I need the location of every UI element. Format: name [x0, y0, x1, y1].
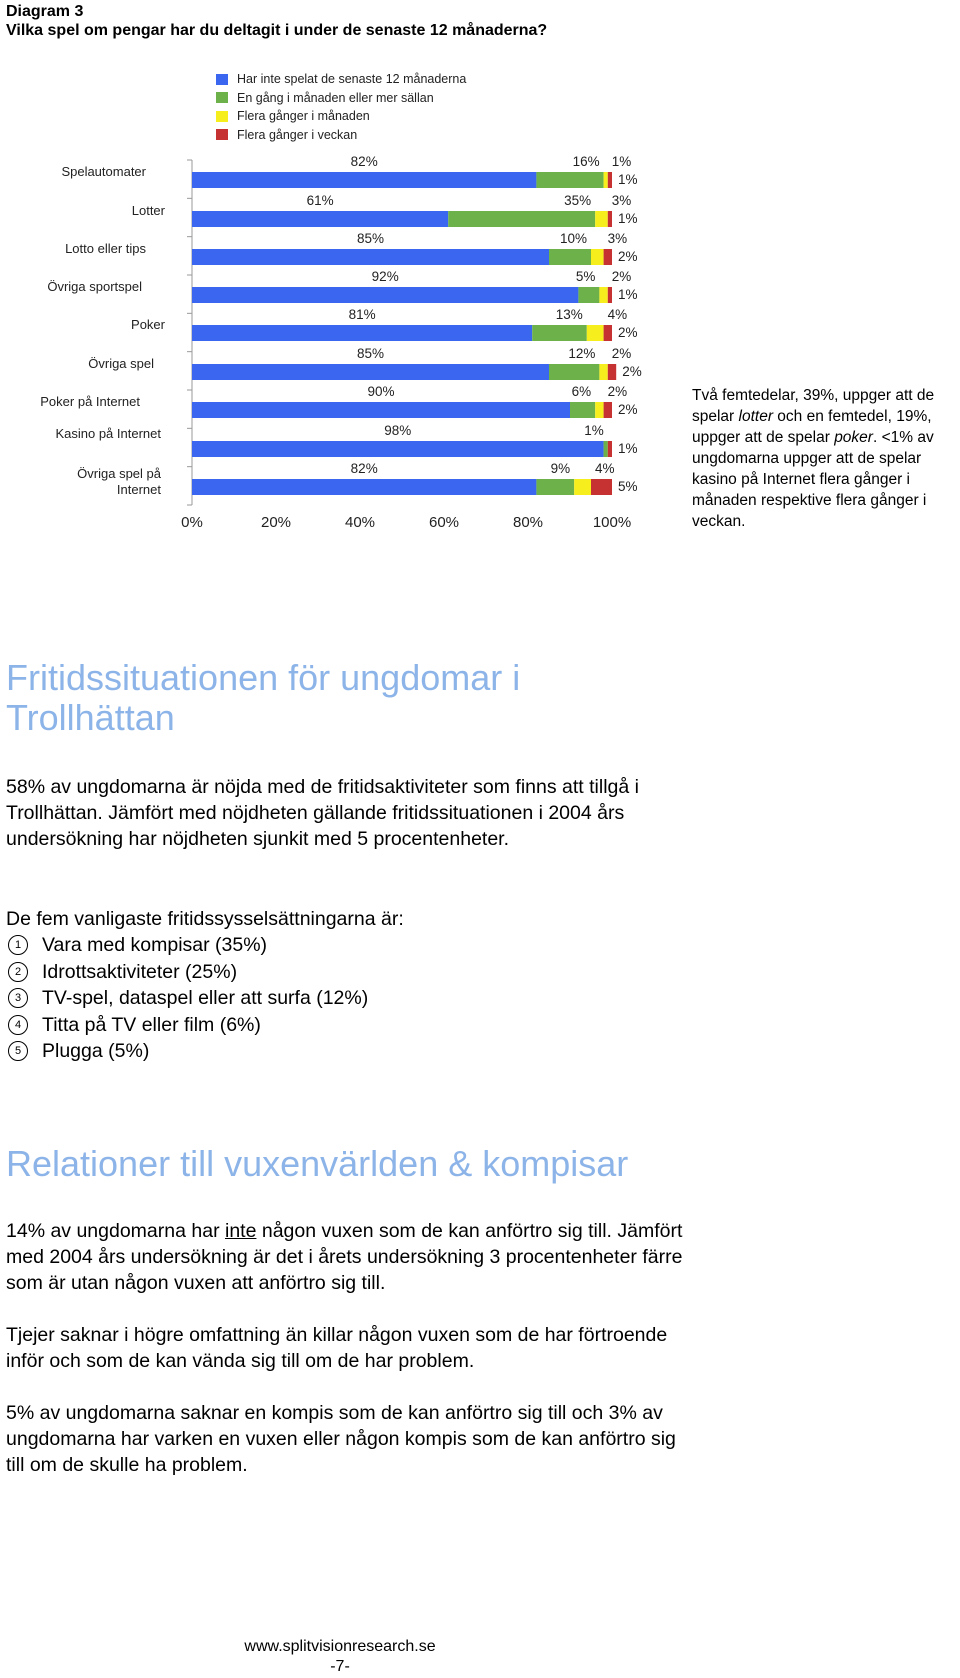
activity-list	[6, 932, 368, 1065]
section-title-line: Fritidssituationen för ungdomar i	[6, 657, 521, 698]
data-label: 85%	[356, 231, 385, 246]
bar-segment	[595, 211, 608, 227]
stacked-bar-chart	[0, 0, 700, 540]
legend-label: Flera gånger i månaden	[237, 109, 370, 123]
category-label: Spelautomater	[61, 164, 146, 179]
diagram-question: Vilka spel om pengar har du deltagit i under de senaste 12 månaderna?	[6, 22, 548, 39]
category-label: Kasino på Internet	[55, 426, 161, 441]
data-label: 1%	[584, 423, 604, 438]
list-item-text: Idrottsaktiviteter (25%)	[42, 960, 238, 983]
bar-segment	[448, 211, 595, 227]
paragraph: Tjejer saknar i högre omfattning än killar någon vuxen som de har förtroende inför och som de kan vända sig till om de har problem.	[6, 1324, 668, 1372]
bar-segment	[595, 402, 603, 418]
data-label: 85%	[356, 346, 385, 361]
data-label: 2%	[618, 402, 638, 417]
paragraph-underline: inte	[224, 1220, 257, 1242]
side-note-part: och en femtedel, 19%, uppger att de spelar	[692, 408, 932, 446]
legend-label: Har inte spelat de senaste 12 månaderna	[237, 72, 467, 86]
section-title-fritid	[6, 658, 520, 738]
footer-url: www.splitvisionresearch.se	[244, 1638, 436, 1655]
legend-label: Flera gånger i veckan	[237, 127, 358, 142]
list-intro: De fem vanligaste fritidssysselsättningarna är:	[6, 908, 404, 930]
data-label: 12%	[568, 346, 596, 361]
category-label: Poker på Internet	[40, 394, 140, 409]
x-tick-label: 20%	[260, 514, 292, 531]
section-title-line: Trollhättan	[6, 697, 175, 738]
data-label: 1%	[618, 287, 638, 302]
bar-segment	[578, 287, 599, 303]
bar-segment	[608, 172, 612, 188]
number-circle: 1	[8, 935, 28, 955]
list-item	[6, 1038, 368, 1065]
list-item	[6, 1012, 368, 1039]
bar-segment	[532, 325, 587, 341]
data-label: 2%	[622, 364, 642, 379]
x-tick-label: 0%	[181, 514, 203, 531]
data-label: 4%	[595, 461, 615, 476]
legend-label: En gång i månaden eller mer sällan	[237, 90, 434, 105]
bar-segment	[591, 479, 612, 495]
data-label: 81%	[348, 307, 376, 322]
category-label: Poker	[131, 317, 165, 332]
chart-side-note	[692, 385, 954, 532]
category-label: Övriga sportspel	[47, 279, 142, 294]
number-circle: 2	[8, 962, 28, 982]
data-label: 1%	[618, 441, 638, 456]
list-item	[6, 985, 368, 1012]
category-label: Övriga spel	[88, 356, 154, 371]
bar-segment	[604, 249, 612, 265]
bar-segment	[536, 172, 603, 188]
category-label: Lotter	[131, 203, 165, 218]
data-label: 98%	[384, 423, 412, 438]
bar-segment	[587, 325, 604, 341]
data-label: 6%	[571, 384, 592, 399]
data-label: 1%	[618, 172, 638, 187]
bar-segment	[192, 325, 532, 341]
paragraph: 58% av ungdomarna är nöjda med de fritidsaktiviteter som finns att tillgå i Trollhättan. Jämfört med nöjdheten gällande fritidssituationen i 2004 års undersökning har nöjdheten sjunkit med 5 procentenheter.	[6, 776, 639, 850]
bar-segment	[599, 364, 607, 380]
bar-segment	[604, 172, 608, 188]
data-label: 3%	[611, 193, 632, 208]
x-tick-label: 40%	[344, 514, 376, 531]
data-label: 82%	[350, 154, 378, 169]
data-label: 61%	[306, 193, 334, 208]
list-item-text: Titta på TV eller film (6%)	[42, 1013, 261, 1036]
bar-segment	[608, 441, 612, 457]
paragraph-part: 14% av ungdomarna har	[6, 1220, 225, 1242]
paragraph-part: någon vuxen som de kan anförtro sig till. Jämfört med 2004 års undersökning är det i årets undersökning 3 procentenheter färre som är utan någon vuxen att anförtro sig till.	[6, 1220, 683, 1294]
x-tick-label: 100%	[592, 514, 632, 531]
diagram-label: Diagram 3	[6, 3, 84, 20]
data-label: 5%	[575, 269, 596, 284]
data-label: 82%	[350, 461, 378, 476]
data-label: 13%	[555, 307, 583, 322]
bar-segment	[192, 249, 549, 265]
list-item	[6, 959, 368, 986]
x-tick-label: 60%	[428, 514, 460, 531]
number-circle: 3	[8, 988, 28, 1008]
bar-segment	[599, 287, 607, 303]
bar-segment	[549, 249, 591, 265]
side-note-emph: lotter	[738, 408, 773, 425]
bar-segment	[192, 287, 578, 303]
bar-segment	[608, 211, 612, 227]
side-note-emph: poker	[834, 429, 873, 446]
bar-segment	[604, 402, 612, 418]
data-label: 35%	[564, 193, 592, 208]
bar-segment	[549, 364, 599, 380]
bar-segment	[192, 172, 536, 188]
bar-segment	[192, 364, 549, 380]
data-label: 5%	[618, 479, 638, 494]
category-label: Övriga spel på Internet	[77, 466, 161, 497]
section-title-relationer: Relationer till vuxenvärlden & kompisar	[6, 1143, 629, 1184]
bar-segment	[604, 441, 608, 457]
number-circle: 4	[8, 1015, 28, 1035]
bar-segment	[192, 402, 570, 418]
bar-segment	[192, 479, 536, 495]
data-label: 2%	[611, 346, 632, 361]
number-circle: 5	[8, 1041, 28, 1061]
category-label: Lotto eller tips	[65, 241, 146, 256]
side-note-part: . <1% av ungdomarna uppger att de spelar kasino på Internet flera gånger i månaden respektive flera gånger i veckan.	[692, 429, 934, 530]
data-label: 4%	[607, 307, 628, 322]
bar-segment	[608, 364, 616, 380]
bar-segment	[574, 479, 591, 495]
list-item	[6, 932, 368, 959]
bar-segment	[192, 441, 604, 457]
data-label: 2%	[618, 249, 638, 264]
list-item-text: TV-spel, dataspel eller att surfa (12%)	[42, 987, 369, 1009]
side-note-part: Två femtedelar, 39%, uppger att de spelar	[692, 387, 935, 425]
x-tick-label: 80%	[512, 514, 544, 531]
data-label: 1%	[611, 154, 632, 169]
bar-segment	[591, 249, 604, 265]
bar-segment	[536, 479, 574, 495]
data-label: 90%	[367, 384, 395, 399]
bar-segment	[604, 325, 612, 341]
data-label: 2%	[607, 384, 628, 399]
list-item-text: Vara med kompisar (35%)	[42, 934, 268, 956]
data-label: 92%	[371, 269, 399, 284]
data-label: 9%	[550, 461, 571, 476]
data-label: 16%	[572, 154, 600, 169]
paragraph: 5% av ungdomarna saknar en kompis som de kan anförtro sig till och 3% av ungdomarna har varken en vuxen eller någon kompis som de kan anförtro sig till om de skulle ha problem.	[6, 1402, 676, 1476]
data-label: 3%	[607, 231, 628, 246]
paragraph	[6, 1218, 696, 1296]
data-label: 2%	[611, 269, 632, 284]
bar-segment	[192, 211, 448, 227]
list-item-text: Plugga (5%)	[42, 1040, 150, 1062]
bar-segment	[570, 402, 595, 418]
data-label: 10%	[559, 231, 587, 246]
data-label: 1%	[618, 211, 638, 226]
page-number: -7-	[330, 1658, 350, 1675]
data-label: 2%	[618, 325, 638, 340]
bar-segment	[608, 287, 612, 303]
